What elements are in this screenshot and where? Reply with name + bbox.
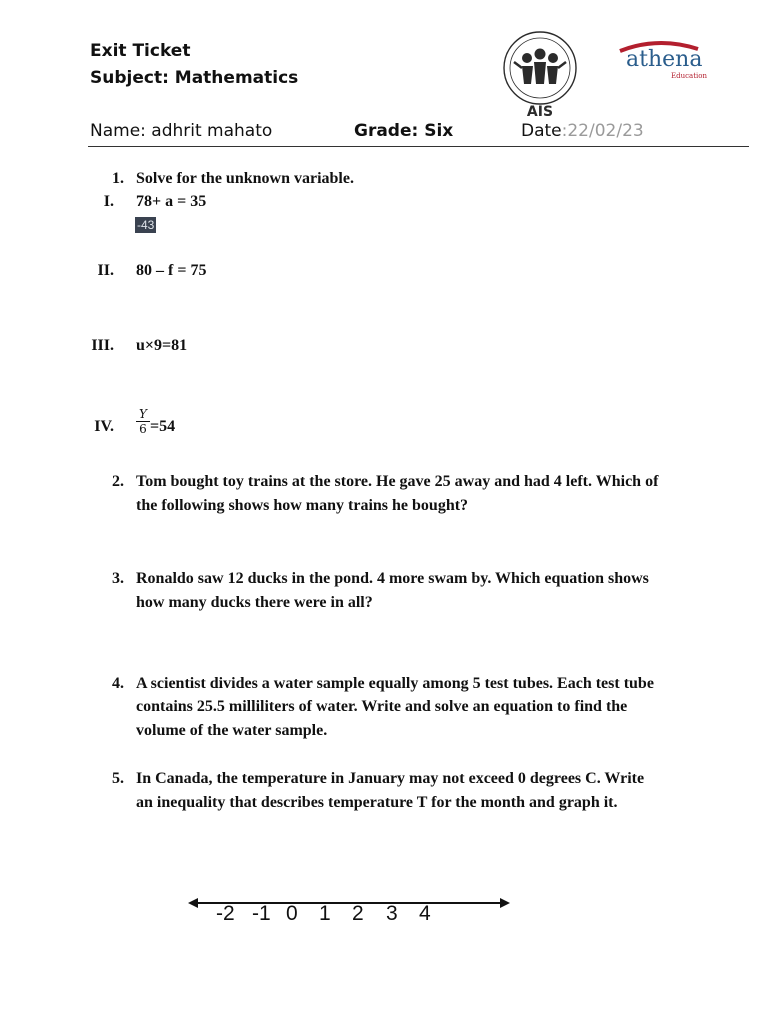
q5-text-line1: In Canada, the temperature in January may not exceed 0 degrees C. Write xyxy=(136,770,645,787)
q5-number: 5. xyxy=(112,770,124,787)
left-arrow-icon xyxy=(188,898,198,908)
q2-number: 2. xyxy=(112,473,124,490)
q1-i-answer[interactable]: -43 xyxy=(137,218,155,232)
grade-value: : Six xyxy=(411,121,454,141)
q5-text-line2: an inequality that describes temperature T for the month and graph it. xyxy=(136,794,618,811)
header-divider xyxy=(88,146,749,147)
tick-label: 0 xyxy=(286,902,298,925)
q1-iv-fraction xyxy=(136,407,150,436)
q4-text-line1: A scientist divides a water sample equally among 5 test tubes. Each test tube xyxy=(136,675,654,692)
q3-text-line2: how many ducks there were in all? xyxy=(136,594,373,611)
right-arrow-icon xyxy=(500,898,510,908)
q2-text-line2: the following shows how many trains he bought? xyxy=(136,497,469,514)
q2-text-line1: Tom bought toy trains at the store. He gave 25 away and had 4 left. Which of xyxy=(136,473,659,490)
subject-label: Subject: Mathematics xyxy=(90,68,299,88)
grade-label: Grade xyxy=(354,121,412,141)
number-line xyxy=(188,893,510,913)
q1-i-label: I. xyxy=(103,193,114,210)
q1-text: Solve for the unknown variable. xyxy=(136,170,354,187)
tick-label: -2 xyxy=(216,902,235,925)
athena-logo-subtext: Education xyxy=(671,72,707,80)
tick-label: -1 xyxy=(252,902,271,925)
date-label: Date xyxy=(521,121,562,141)
athena-logo-text: athena xyxy=(626,47,703,72)
fraction-numerator: Y xyxy=(139,407,147,421)
q4-text-line2: contains 25.5 milliliters of water. Write and solve an equation to find the xyxy=(136,698,628,715)
q3-number: 3. xyxy=(112,570,124,587)
student-name: Name: adhrit mahato xyxy=(90,121,273,141)
tick-label: 1 xyxy=(319,902,331,925)
q3-text-line1: Ronaldo saw 12 ducks in the pond. 4 more swam by. Which equation shows xyxy=(136,570,649,587)
q1-iv-equals: =54 xyxy=(150,418,176,435)
q4-text-line3: volume of the water sample. xyxy=(136,722,328,739)
ais-logo-text: AIS xyxy=(526,104,554,120)
tick-label: 2 xyxy=(352,902,364,925)
tick-label: 3 xyxy=(386,902,398,925)
date-field xyxy=(521,121,644,141)
q1-ii-label: II. xyxy=(97,262,114,279)
q1-iii-label: III. xyxy=(91,337,114,354)
tick-label: 4 xyxy=(419,902,431,925)
ticket-title: Exit Ticket xyxy=(90,41,191,61)
date-value: :22/02/23 xyxy=(561,121,644,141)
grade-field xyxy=(354,121,453,141)
q1-iii-expression: u×9=81 xyxy=(136,337,188,354)
q1-i-expression: 78+ a = 35 xyxy=(136,193,207,210)
q1-iv-label: IV. xyxy=(94,418,114,435)
q4-number: 4. xyxy=(112,675,124,692)
q1-number: 1. xyxy=(112,170,124,187)
fraction-denominator: 6 xyxy=(136,421,150,436)
athena-logo xyxy=(618,38,707,90)
ais-logo xyxy=(500,28,580,120)
q1-ii-expression: 80 – f = 75 xyxy=(136,262,207,279)
